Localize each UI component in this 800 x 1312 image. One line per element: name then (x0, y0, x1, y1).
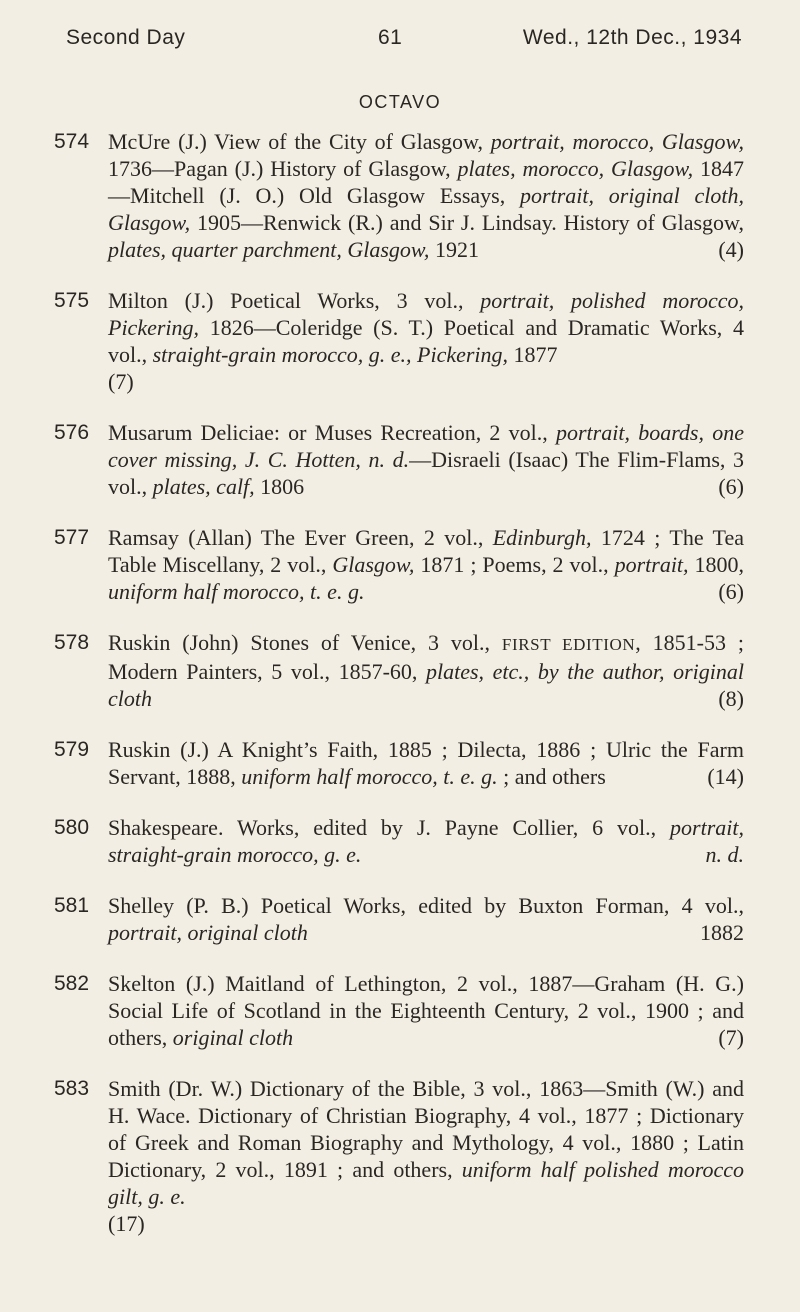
section-title: OCTAVO (358, 92, 442, 112)
lot-entry (0, 629, 800, 712)
lot-entry (0, 287, 800, 395)
lot-description: McUre (J.) View of the City of Glasgow, portrait, morocco, Glasgow, 1736—Pagan (J.) History of Glasgow, plates, morocco, Glasgow, 1847—Mitchell (J. O.) Old Glasgow Essays, portrait, original cloth, Glasgow, 1905—Renwick (R.) and Sir J. Lindsay. History of Glasgow, plates, quarter parchment, Glasgow, 1921 (4) (108, 129, 745, 262)
lot-count: (8) (718, 686, 744, 711)
lot-description: Ruskin (John) Stones of Venice, 3 vol., FIRST EDITION, 1851-53 ; Modern Painters, 5 vol., 1857-60, plates, etc., by the author, original cloth (8) (108, 630, 744, 711)
lot-number: 578 (54, 631, 90, 654)
lot-number: 580 (54, 816, 90, 839)
lot-entry (0, 128, 800, 263)
lot-entry (0, 736, 800, 790)
lot-description: Shelley (P. B.) Poetical Works, edited by Buxton Forman, 4 vol., portrait, original cloth 1882 (108, 893, 744, 945)
lot-description: Smith (Dr. W.) Dictionary of the Bible, 3 vol., 1863—Smith (W.) and H. Wace. Dictionary of Christian Biography, 4 vol., 1877 ; Dictionary of Greek and Roman Biography and Mythology, 4 vol., 1880 ; Latin Dictionary, 2 vol., 1891 ; and others, uniform half polished morocco gilt, g. e. (17) (108, 1076, 744, 1236)
lot-entry (0, 814, 800, 868)
lot-description: Ramsay (Allan) The Ever Green, 2 vol., Edinburgh, 1724 ; The Tea Table Miscellany, 2 vol., Glasgow, 1871 ; Poems, 2 vol., portrait, 1800, uniform half morocco, t. e. g. (6) (108, 525, 745, 604)
lot-description: Ruskin (J.) A Knight’s Faith, 1885 ; Dilecta, 1886 ; Ulric the Farm Servant, 1888, uniform half morocco, t. e. g. ; and others (14) (108, 737, 744, 789)
lot-description: Milton (J.) Poetical Works, 3 vol., portrait, polished morocco, Pickering, 1826—Coleridge (S. T.) Poetical and Dramatic Works, 4 vol., straight-grain morocco, g. e., Pickering, 1877 (7) (108, 288, 744, 394)
lot-description: Musarum Deliciae: or Muses Recreation, 2 vol., portrait, boards, one cover missing, J. C. Hotten, n. d.—Disraeli (Isaac) The Flim-Flams, 3 vol., plates, calf, 1806 (6) (108, 420, 745, 499)
header-date: Wed., 12th Dec., 1934 (522, 26, 742, 49)
lot-count: (7) (718, 1025, 744, 1050)
lot-count: (17) (108, 1211, 145, 1236)
lot-entry (0, 970, 800, 1051)
lot-number: 579 (54, 738, 90, 761)
page-number: 61 (378, 26, 403, 49)
lot-count: (14) (707, 764, 744, 789)
lot-description: Skelton (J.) Maitland of Lethington, 2 vol., 1887—Graham (H. G.) Social Life of Scotland in the Eighteenth Century, 2 vol., 1900 ; and others, original cloth (7) (108, 971, 744, 1050)
lot-count: (6) (718, 474, 744, 499)
page-header (66, 26, 742, 56)
lot-entry (0, 419, 800, 500)
lot-count: (4) (718, 237, 744, 262)
lot-entry (0, 1075, 800, 1237)
lot-number: 577 (54, 526, 90, 549)
lot-description: Shakespeare. Works, edited by J. Payne Collier, 6 vol., portrait, straight-grain morocco, g. e. n. d. (108, 815, 744, 867)
lot-number: 574 (54, 130, 90, 153)
lot-entry (0, 524, 800, 605)
lot-count: n. d. (705, 842, 744, 867)
lot-number: 582 (54, 972, 90, 995)
lot-number: 583 (54, 1077, 90, 1100)
lot-count: (7) (108, 369, 134, 394)
header-day: Second Day (66, 26, 186, 49)
lot-entry (0, 892, 800, 946)
lot-count: (6) (718, 579, 744, 604)
lot-list (0, 128, 800, 1261)
lot-number: 581 (54, 894, 90, 917)
lot-number: 575 (54, 289, 90, 312)
lot-count: 1882 (700, 920, 744, 945)
lot-number: 576 (54, 421, 90, 444)
